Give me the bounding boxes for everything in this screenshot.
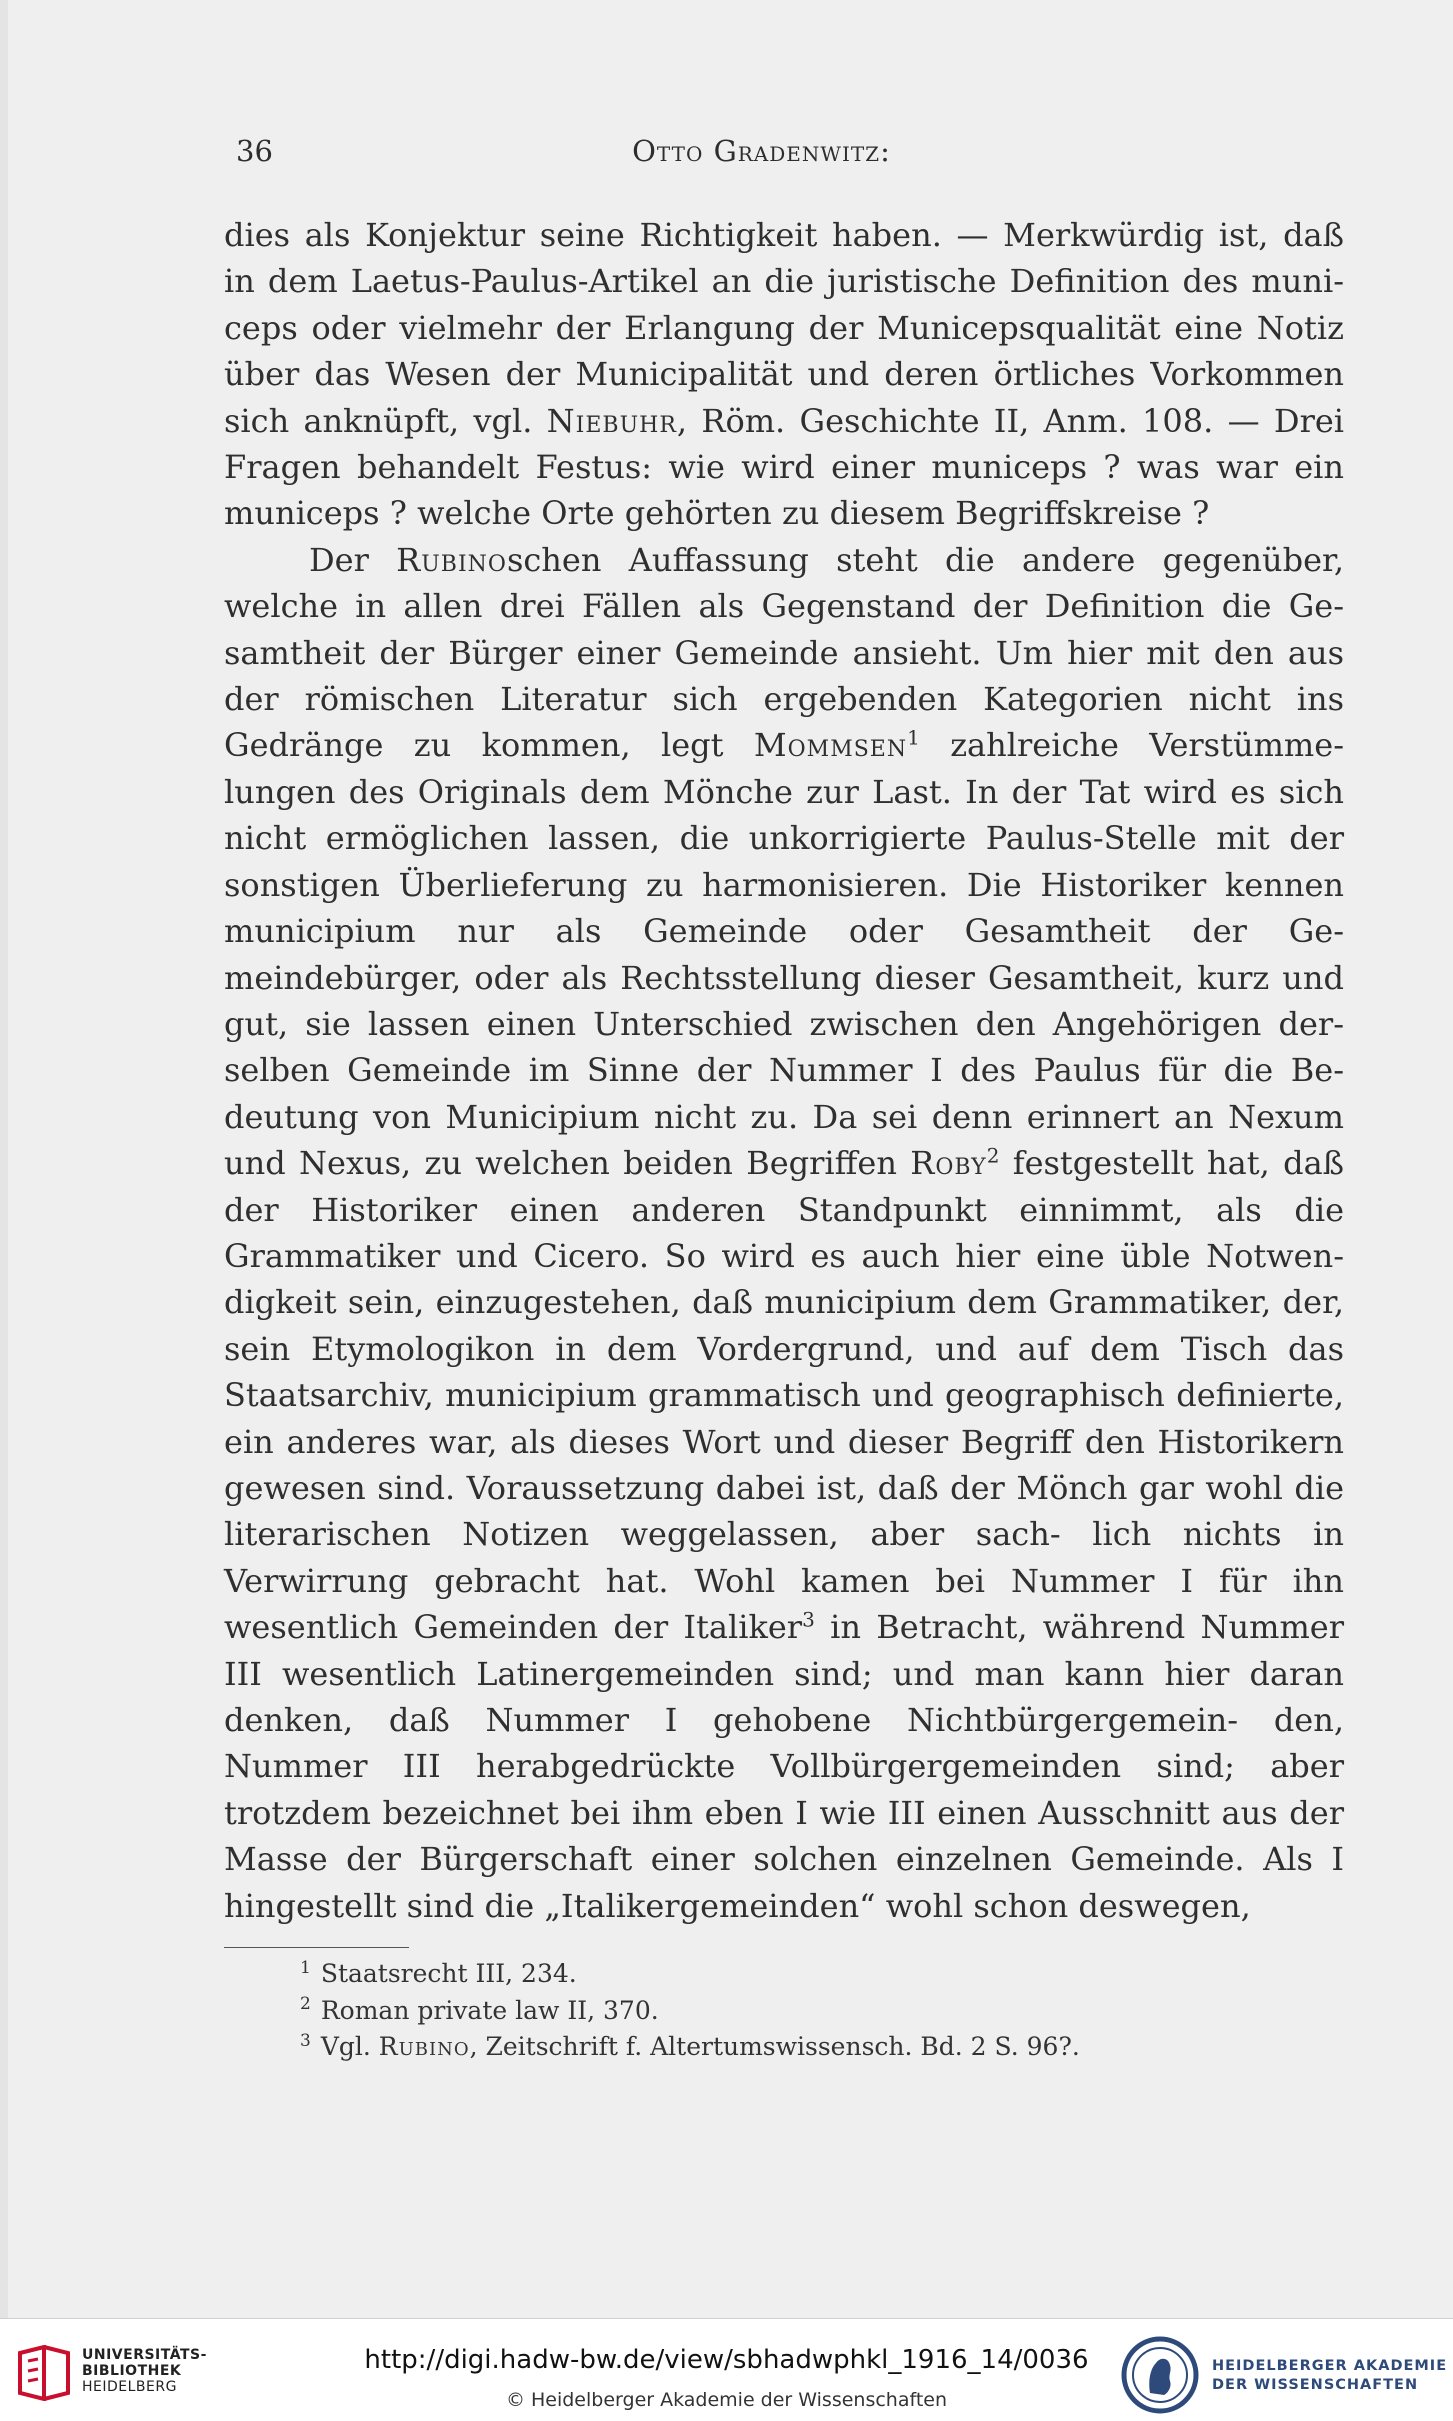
text-line: [224, 216, 1344, 254]
text-line: [224, 959, 1344, 997]
author-name: Roby: [910, 1144, 987, 1183]
text-run: aus der römischen Literatur sich ergebenden Kategorien nicht: [224, 633, 1345, 719]
text-line: [224, 1051, 1344, 1089]
text-run: festgestellt hat,: [999, 1144, 1270, 1183]
text-run: den Historikern gewesen sind. Voraussetzung dabei ist, daß der: [224, 1422, 1345, 1507]
author-name: Mommsen: [753, 726, 908, 765]
running-head: [0, 134, 1453, 174]
text-run: ins Gedränge zu kommen, legt: [224, 680, 1345, 765]
text-run: Drei Fragen behandelt Festus: wie wird einer municeps ? was war: [224, 401, 1345, 487]
digitization-footer-bar: [0, 2318, 1453, 2421]
footnote-reference: 3: [802, 1607, 815, 1632]
text-run: in dem Laetus-Paulus-Artikel an die juristische Definition des muni-: [224, 262, 1344, 301]
ub-line-2: BIBLIOTHEK: [82, 2363, 182, 2379]
text-run: für ihn wesentlich Gemeinden der Italiker: [224, 1561, 1345, 1647]
footnote-reference: 1: [907, 725, 920, 750]
body-text: [224, 212, 1344, 1929]
hadw-seal-icon: [1120, 2335, 1200, 2415]
running-title: Otto Gradenwitz:: [632, 134, 891, 168]
hadw-wordmark: [1212, 2357, 1447, 2395]
text-run: gut, sie lassen einen Unterschied zwischen den Angehörigen der-: [224, 1004, 1344, 1043]
footnote-rule: [224, 1947, 409, 1948]
footnote: [300, 1993, 1340, 2030]
text-line: [224, 587, 1344, 625]
text-run: deutung von Municipium nicht zu. Da sei denn erinnert an Nexum: [224, 1097, 1344, 1136]
text-run: der Masse der Bürgerschaft einer solchen einzelnen Gemeinde.: [224, 1793, 1345, 1879]
author-name: Rubino: [378, 2032, 470, 2061]
paragraph: [224, 212, 1344, 537]
text-line: [224, 1794, 1278, 1832]
text-line: [224, 773, 1266, 811]
text-run: samtheit der Bürger einer Gemeinde ansieht. Um hier mit den: [224, 633, 1274, 672]
author-name: Rubino: [396, 540, 507, 579]
text-run: zahlreiche Verstümme-: [919, 726, 1345, 765]
copyright-notice: © Heidelberger Akademie der Wissenschaften: [505, 2389, 948, 2411]
text-run: ein municeps ? welche Orte gehörten zu diesem Begriffskreise ?: [224, 448, 1345, 533]
text-run: trotzdem bezeichnet bei ihm eben I wie III einen Ausschnitt aus: [224, 1793, 1278, 1832]
text-line: [224, 402, 1260, 440]
text-run: digkeit sein, einzugestehen, daß municipium dem Grammatiker,: [224, 1283, 1272, 1322]
text-run: über das Wesen der Municipalität und deren örtliches Vorkommen: [224, 355, 1344, 394]
text-run: schen Auffassung steht die andere gegenüber,: [506, 540, 1345, 579]
text-run: welche in allen drei Fällen als Gegenstand der Definition die Ge-: [224, 587, 1344, 626]
ub-line-3: HEIDELBERG: [82, 2379, 177, 2395]
footnote-number: 1: [300, 1957, 311, 1978]
text-run: Mönch gar wohl die literarischen Notizen weggelassen, aber sach-: [224, 1468, 1345, 1554]
text-run: Vgl.: [320, 2032, 379, 2061]
text-run: selben Gemeinde im Sinne der Nummer I des Paulus für die Be-: [224, 1051, 1344, 1090]
text-run: Der: [309, 540, 397, 579]
text-line: [224, 1098, 1344, 1136]
text-line: [224, 1283, 1271, 1321]
text-run: , Röm. Geschichte II, Anm. 108. —: [676, 401, 1260, 440]
text-run: Als I hingestellt sind die „Italikergemeinden“ wohl schon deswegen,: [224, 1840, 1345, 1925]
text-run: lungen des Originals dem Mönche zur Last. In der Tat wird es: [224, 772, 1266, 811]
text-run: sich nicht ermöglichen lassen, die unkorrigierte Paulus-Stelle mit: [224, 772, 1345, 858]
text-line: [309, 541, 1344, 579]
text-run: sich anknüpft, vgl.: [224, 401, 547, 440]
hadw-line-1: HEIDELBERGER AKADEMIE: [1212, 2358, 1448, 2374]
text-run: und Nexus, zu welchen beiden Begriffen: [224, 1144, 911, 1183]
footnotes: [300, 1956, 1340, 2066]
footnote: [300, 2029, 1340, 2066]
ub-line-1: UNIVERSITÄTS-: [82, 2347, 207, 2363]
text-run: dies als Konjektur seine Richtigkeit haben. — Merkwürdig ist, daß: [224, 216, 1344, 254]
text-run: , Zeitschrift f. Altertumswissensch. Bd. 2 S. 96?.: [469, 2032, 1080, 2061]
text-line: [224, 1237, 1344, 1275]
text-run: Roman private law II, 370.: [320, 1995, 659, 2025]
text-run: daß der Historiker einen anderen Standpunkt einnimmt, als die: [224, 1144, 1345, 1229]
text-run: meindebürger, oder als Rechtsstellung dieser Gesamtheit, kurz und: [224, 958, 1344, 997]
text-run: Nummer III wesentlich Latinergemeinden sind; und man kann: [224, 1608, 1345, 1693]
paragraph: [224, 537, 1344, 1929]
hadw-line-2: DER WISSENSCHAFTEN: [1212, 2377, 1419, 2393]
text-line: [224, 262, 1344, 300]
text-run: hier daran denken, daß Nummer I gehobene Nichtbürgergemein-: [224, 1654, 1344, 1739]
text-line: [224, 309, 1344, 347]
text-run: ceps oder vielmehr der Erlangung der Municepsqualität eine Notiz: [224, 308, 1344, 347]
text-line: [224, 355, 1344, 393]
footnote-reference: 2: [986, 1143, 1000, 1168]
author-name: Niebuhr: [546, 401, 677, 440]
text-run: definierte, ein anderes war, als dieses Wort und dieser Begriff: [224, 1376, 1345, 1461]
text-run: das Staatsarchiv, municipium grammatisch und geographisch: [224, 1329, 1344, 1415]
footnote: [300, 1956, 1340, 1993]
text-line: [224, 1144, 1270, 1182]
text-run: Staatsrecht III, 234.: [320, 1959, 577, 1988]
text-line: [224, 634, 1274, 672]
text-run: der, sein Etymologikon in dem Vordergrund, und auf dem Tisch: [224, 1283, 1345, 1368]
footnote-number: 2: [300, 1994, 311, 2015]
text-run: kennen municipium nur als Gemeinde oder Gesamtheit der Ge-: [224, 865, 1345, 951]
permalink-url[interactable]: http://digi.hadw-bw.de/view/sbhadwphkl_1916_14/0036: [364, 2345, 1089, 2375]
text-run: Grammatiker und Cicero. So wird es auch hier eine üble Notwen-: [224, 1236, 1344, 1275]
footnote-number: 3: [300, 2030, 311, 2051]
text-run: lich nichts in Verwirrung gebracht hat. Wohl kamen bei Nummer I: [224, 1515, 1345, 1600]
text-run: der sonstigen Überlieferung zu harmonisieren. Die Historiker: [224, 819, 1345, 904]
page-edge-shadow: [0, 0, 8, 2318]
text-run: den, Nummer III herabgedrückte Vollbürgergemeinden sind; aber: [224, 1701, 1345, 1786]
text-line: [224, 1005, 1344, 1043]
page-number: 36: [236, 134, 273, 168]
text-run: in Betracht, während: [814, 1608, 1186, 1647]
